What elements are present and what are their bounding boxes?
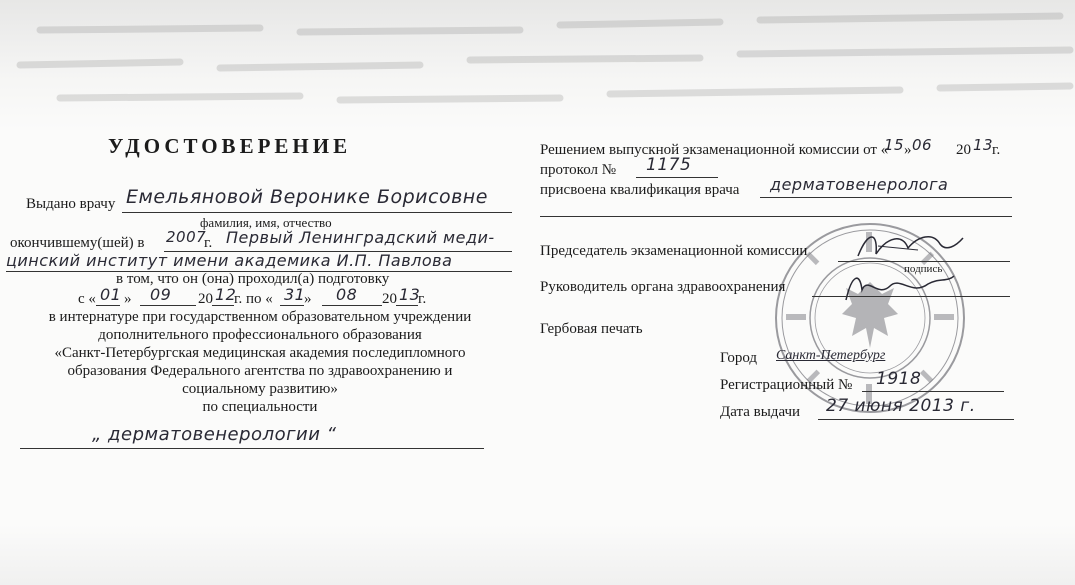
academy-line-1: «Санкт-Петербургская медицинская академия последипломного bbox=[54, 345, 466, 361]
chairman-label: Председатель экзаменационной комиссии bbox=[540, 243, 808, 259]
academy-line-2: образования Федерального агентства по здравоохранению и bbox=[67, 363, 453, 379]
graduated-institution-line1: Первый Ленинградский меди- bbox=[226, 228, 495, 247]
issue-date-underline bbox=[818, 419, 1014, 420]
chairman-signature bbox=[848, 226, 968, 266]
period-to-mid: » bbox=[304, 291, 312, 307]
paper-fold-shadow bbox=[0, 525, 1075, 585]
period-underline-3 bbox=[212, 305, 234, 306]
head-signature bbox=[838, 268, 958, 308]
period-underline-5 bbox=[322, 305, 382, 306]
period-to-year: 13 bbox=[399, 285, 421, 304]
certificate-title: УДОСТОВЕРЕНИЕ bbox=[108, 134, 352, 158]
period-to-suffix: г. bbox=[418, 291, 427, 307]
period-from-suffix: г. по « bbox=[234, 291, 273, 307]
city-value: Санкт-Петербург bbox=[776, 348, 886, 363]
decision-month: 06 bbox=[912, 136, 933, 154]
decision-day: 15 bbox=[884, 136, 905, 154]
period-from-year: 12 bbox=[215, 285, 237, 304]
qualification-value: дерматовенеролога bbox=[770, 175, 949, 194]
registration-value: 1918 bbox=[876, 369, 922, 389]
protocol-label: протокол № bbox=[540, 162, 617, 178]
completed-label: в том, что он (она) проходил(а) подготовку bbox=[116, 271, 390, 287]
specialty-label: по специальности bbox=[202, 399, 318, 415]
period-underline-2 bbox=[140, 305, 196, 306]
qualification-label: присвоена квалификация врача bbox=[540, 182, 740, 198]
graduated-year-suffix: г. bbox=[204, 235, 213, 251]
graduated-year: 2007 bbox=[166, 228, 207, 246]
academy-line-3: социальному развитию» bbox=[182, 381, 338, 397]
graduated-institution-line2: цинский институт имени академика И.П. Павлова bbox=[6, 251, 453, 270]
period-from-day: 01 bbox=[100, 285, 122, 304]
period-underline-4 bbox=[280, 305, 304, 306]
period-from-year-prefix: 20 bbox=[198, 291, 213, 307]
fio-caption: фамилия, имя, отчество bbox=[200, 215, 332, 230]
period-underline-1 bbox=[96, 305, 120, 306]
issued-to-label: Выдано врачу bbox=[26, 196, 116, 212]
decision-year: 13 bbox=[973, 136, 994, 154]
head-label: Руководитель органа здравоохранения bbox=[540, 279, 786, 295]
issue-date-label: Дата выдачи bbox=[720, 404, 801, 420]
decision-year-prefix: 20 bbox=[956, 142, 971, 158]
signature-caption: подпись bbox=[904, 263, 943, 275]
city-label: Город bbox=[720, 350, 758, 366]
decision-label: Решением выпускной экзаменационной комиссии от « bbox=[540, 142, 889, 158]
protocol-number: 1175 bbox=[646, 155, 692, 175]
registration-label: Регистрационный № bbox=[720, 377, 853, 393]
protocol-underline bbox=[636, 177, 718, 178]
period-from-mid: » bbox=[124, 291, 132, 307]
internship-line: в интернатуре при государственном образовательном учреждении bbox=[48, 309, 472, 325]
issued-to-underline bbox=[122, 212, 512, 213]
registration-underline bbox=[862, 391, 1004, 392]
graduated-label: окончившему(шей) в bbox=[10, 235, 145, 251]
chairman-underline bbox=[838, 261, 1010, 262]
seal-label: Гербовая печать bbox=[540, 321, 643, 337]
qualification-underline-2 bbox=[540, 216, 1012, 217]
decision-mid: » bbox=[904, 142, 912, 158]
period-to-month: 08 bbox=[336, 285, 358, 304]
decision-suffix: г. bbox=[992, 142, 1001, 158]
education-line: дополнительного профессионального образования bbox=[98, 327, 422, 343]
qualification-underline bbox=[760, 197, 1012, 198]
specialty-value: „ дерматовенерологии “ bbox=[92, 424, 337, 445]
head-underline bbox=[812, 296, 1010, 297]
period-underline-6 bbox=[396, 305, 418, 306]
bleed-through-text bbox=[0, 10, 1075, 120]
period-from-month: 09 bbox=[150, 285, 172, 304]
issued-to-name: Емельяновой Веронике Борисовне bbox=[126, 186, 488, 208]
issue-date-value: 27 июня 2013 г. bbox=[826, 396, 976, 416]
period-to-day: 31 bbox=[284, 285, 306, 304]
specialty-underline bbox=[20, 448, 484, 449]
period-from-prefix: с « bbox=[78, 291, 96, 307]
period-to-year-prefix: 20 bbox=[382, 291, 397, 307]
